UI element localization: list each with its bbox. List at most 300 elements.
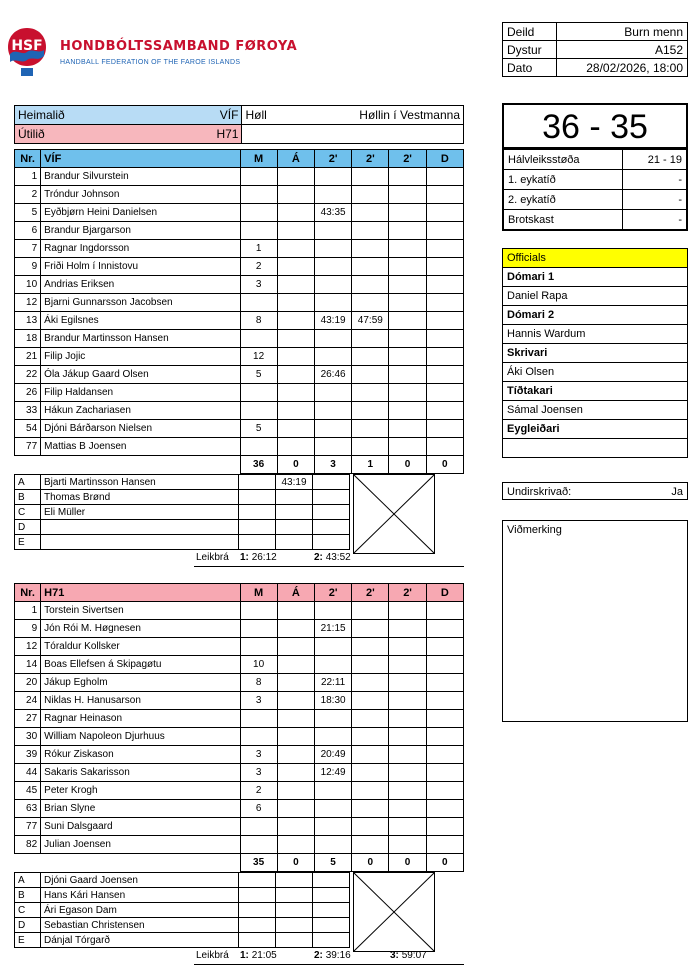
table-row bbox=[15, 836, 464, 854]
player-s1: 43:19 bbox=[314, 312, 351, 330]
official-letter: B bbox=[15, 490, 41, 505]
player-m: 6 bbox=[240, 800, 277, 818]
player-s1 bbox=[314, 782, 351, 800]
player-s1 bbox=[314, 836, 351, 854]
player-s1 bbox=[314, 710, 351, 728]
period-table bbox=[502, 149, 688, 231]
table-row bbox=[15, 710, 464, 728]
player-s1 bbox=[314, 728, 351, 746]
player-s2 bbox=[352, 330, 389, 348]
player-d bbox=[426, 656, 463, 674]
period-label: 2. eykatíð bbox=[503, 190, 622, 210]
period-label: 1. eykatíð bbox=[503, 170, 622, 190]
official-letter: C bbox=[15, 505, 41, 520]
player-a bbox=[277, 276, 314, 294]
player-m bbox=[240, 186, 277, 204]
player-name: Jákup Egholm bbox=[41, 674, 240, 692]
official-letter: E bbox=[15, 933, 41, 948]
official-warning: 43:19 bbox=[276, 475, 313, 490]
player-d bbox=[426, 836, 463, 854]
player-s1 bbox=[314, 240, 351, 258]
player-s2 bbox=[352, 258, 389, 276]
total-a: 0 bbox=[277, 456, 314, 474]
official-suspension bbox=[313, 475, 350, 490]
col-nr: Nr. bbox=[15, 150, 41, 168]
player-number: 1 bbox=[15, 602, 41, 620]
player-number: 5 bbox=[15, 204, 41, 222]
player-name: Ragnar Ingdorsson bbox=[41, 240, 240, 258]
player-number: 2 bbox=[15, 186, 41, 204]
official-name: Bjarti Martinsson Hansen bbox=[41, 475, 239, 490]
timeout-item: 1: 21:05 bbox=[240, 950, 277, 961]
official-name bbox=[41, 535, 239, 550]
player-name: Bjarni Gunnarsson Jacobsen bbox=[41, 294, 240, 312]
player-d bbox=[426, 692, 463, 710]
player-s1 bbox=[314, 330, 351, 348]
official-warning bbox=[276, 918, 313, 933]
player-number: 7 bbox=[15, 240, 41, 258]
player-m bbox=[240, 638, 277, 656]
official-warning bbox=[276, 490, 313, 505]
away-roster bbox=[14, 583, 465, 965]
player-a bbox=[277, 168, 314, 186]
player-name: Brandur Martinsson Hansen bbox=[41, 330, 240, 348]
table-row bbox=[15, 818, 464, 836]
player-name: Filip Haldansen bbox=[41, 384, 240, 402]
period-value: - bbox=[622, 170, 687, 190]
timeout-item: 1: 26:12 bbox=[240, 552, 277, 563]
player-m bbox=[240, 602, 277, 620]
player-d bbox=[426, 312, 463, 330]
player-s2 bbox=[352, 728, 389, 746]
period-value: - bbox=[622, 190, 687, 210]
player-a bbox=[277, 638, 314, 656]
player-a bbox=[277, 330, 314, 348]
player-name: Áki Egilsnes bbox=[41, 312, 240, 330]
col-s2: 2' bbox=[352, 584, 389, 602]
officials-table bbox=[502, 248, 688, 458]
player-m bbox=[240, 204, 277, 222]
hsf-logo bbox=[6, 26, 48, 78]
table-row bbox=[15, 348, 464, 366]
player-d bbox=[426, 420, 463, 438]
totals-row bbox=[15, 854, 464, 872]
player-d bbox=[426, 294, 463, 312]
player-number: 1 bbox=[15, 168, 41, 186]
player-a bbox=[277, 800, 314, 818]
official-suspension bbox=[313, 505, 350, 520]
away-code: H71 bbox=[216, 127, 239, 141]
player-d bbox=[426, 366, 463, 384]
player-s3 bbox=[389, 384, 426, 402]
table-row bbox=[15, 312, 464, 330]
player-m: 3 bbox=[240, 692, 277, 710]
total-s3: 0 bbox=[389, 854, 426, 872]
player-s2 bbox=[352, 656, 389, 674]
player-d bbox=[426, 602, 463, 620]
player-m bbox=[240, 222, 277, 240]
player-s2 bbox=[352, 438, 389, 456]
player-number: 82 bbox=[15, 836, 41, 854]
player-a bbox=[277, 186, 314, 204]
player-number: 30 bbox=[15, 728, 41, 746]
table-row bbox=[15, 438, 464, 456]
player-s3 bbox=[389, 800, 426, 818]
totals-row bbox=[15, 456, 464, 474]
player-s2 bbox=[352, 818, 389, 836]
player-s3 bbox=[389, 204, 426, 222]
timeouts-label: Leikbrá bbox=[196, 552, 229, 563]
player-s1 bbox=[314, 168, 351, 186]
official-role: Dómari 1 bbox=[503, 268, 688, 287]
player-name: Jón Rói M. Høgnesen bbox=[41, 620, 240, 638]
home-team-cell bbox=[15, 106, 242, 125]
player-s3 bbox=[389, 276, 426, 294]
table-row bbox=[15, 258, 464, 276]
player-s3 bbox=[389, 638, 426, 656]
player-s1 bbox=[314, 186, 351, 204]
official-suspension bbox=[313, 490, 350, 505]
player-a bbox=[277, 602, 314, 620]
table-row bbox=[15, 764, 464, 782]
player-d bbox=[426, 348, 463, 366]
player-d bbox=[426, 782, 463, 800]
player-s1: 18:30 bbox=[314, 692, 351, 710]
meta-label: Dato bbox=[503, 59, 557, 77]
official-name: Eli Müller bbox=[41, 505, 239, 520]
crossed-out-area bbox=[353, 872, 435, 952]
col-s3: 2' bbox=[389, 150, 426, 168]
table-row bbox=[15, 366, 464, 384]
player-a bbox=[277, 366, 314, 384]
player-s1 bbox=[314, 656, 351, 674]
player-d bbox=[426, 222, 463, 240]
player-s3 bbox=[389, 258, 426, 276]
player-number: 44 bbox=[15, 764, 41, 782]
table-row bbox=[15, 276, 464, 294]
table-row bbox=[15, 674, 464, 692]
hall-cell bbox=[242, 106, 464, 125]
player-a bbox=[277, 710, 314, 728]
col-s3: 2' bbox=[389, 584, 426, 602]
total-s2: 1 bbox=[352, 456, 389, 474]
player-number: 9 bbox=[15, 258, 41, 276]
player-a bbox=[277, 402, 314, 420]
player-s3 bbox=[389, 348, 426, 366]
col-s1: 2' bbox=[314, 584, 351, 602]
player-s2 bbox=[352, 222, 389, 240]
team-header-table bbox=[14, 105, 464, 144]
player-number: 22 bbox=[15, 366, 41, 384]
official-suspension bbox=[313, 918, 350, 933]
player-s3 bbox=[389, 692, 426, 710]
col-s2: 2' bbox=[352, 150, 389, 168]
table-row bbox=[15, 330, 464, 348]
player-d bbox=[426, 638, 463, 656]
period-value: - bbox=[622, 210, 687, 231]
home-label: Heimalið bbox=[18, 108, 65, 122]
signed-value: Ja bbox=[671, 486, 683, 498]
total-m: 36 bbox=[240, 456, 277, 474]
table-row bbox=[15, 420, 464, 438]
player-m bbox=[240, 620, 277, 638]
official-role: Dómari 2 bbox=[503, 306, 688, 325]
official-name: Sámal Joensen bbox=[503, 401, 688, 420]
player-a bbox=[277, 258, 314, 276]
player-a bbox=[277, 240, 314, 258]
player-s3 bbox=[389, 420, 426, 438]
player-m bbox=[240, 836, 277, 854]
player-s2 bbox=[352, 620, 389, 638]
col-m: M bbox=[240, 150, 277, 168]
timeout-item: 2: 39:16 bbox=[314, 950, 351, 961]
player-m bbox=[240, 818, 277, 836]
player-d bbox=[426, 276, 463, 294]
player-d bbox=[426, 746, 463, 764]
player-number: 77 bbox=[15, 818, 41, 836]
official-role: Skrivari bbox=[503, 344, 688, 363]
player-m: 8 bbox=[240, 312, 277, 330]
official-letter: A bbox=[15, 475, 41, 490]
table-row bbox=[15, 620, 464, 638]
table-row bbox=[15, 638, 464, 656]
total-m: 35 bbox=[240, 854, 277, 872]
official-letter: E bbox=[15, 535, 41, 550]
notes-box bbox=[502, 520, 688, 722]
official-name bbox=[41, 520, 239, 535]
table-row bbox=[15, 240, 464, 258]
player-m: 5 bbox=[240, 366, 277, 384]
away-label: Útilið bbox=[18, 127, 45, 141]
table-row bbox=[15, 186, 464, 204]
official-name: Áki Olsen bbox=[503, 363, 688, 382]
org-subtitle: HANDBALL FEDERATION OF THE FAROE ISLANDS bbox=[60, 59, 241, 66]
player-s1: 26:46 bbox=[314, 366, 351, 384]
match-meta-table bbox=[502, 22, 688, 77]
player-s2 bbox=[352, 782, 389, 800]
player-s3 bbox=[389, 818, 426, 836]
table-row bbox=[15, 204, 464, 222]
official-name: Hannis Wardum bbox=[503, 325, 688, 344]
total-s3: 0 bbox=[389, 456, 426, 474]
official-suspension bbox=[313, 903, 350, 918]
player-m: 12 bbox=[240, 348, 277, 366]
player-d bbox=[426, 186, 463, 204]
player-s3 bbox=[389, 728, 426, 746]
meta-value: 28/02/2026, 18:00 bbox=[557, 59, 688, 77]
player-m: 8 bbox=[240, 674, 277, 692]
official-name: Ári Egason Dam bbox=[41, 903, 239, 918]
player-a bbox=[277, 620, 314, 638]
total-a: 0 bbox=[277, 854, 314, 872]
official-name: Djóni Gaard Joensen bbox=[41, 873, 239, 888]
player-s3 bbox=[389, 836, 426, 854]
table-row bbox=[15, 294, 464, 312]
table-row bbox=[15, 746, 464, 764]
final-score: 36 - 35 bbox=[502, 103, 688, 149]
player-s2 bbox=[352, 402, 389, 420]
timeout-item: 2: 43:52 bbox=[314, 552, 351, 563]
player-name: Brian Slyne bbox=[41, 800, 240, 818]
player-s3 bbox=[389, 620, 426, 638]
total-s1: 5 bbox=[314, 854, 351, 872]
table-row bbox=[15, 782, 464, 800]
player-a bbox=[277, 204, 314, 222]
player-d bbox=[426, 620, 463, 638]
player-s3 bbox=[389, 438, 426, 456]
player-name: Brandur Bjargarson bbox=[41, 222, 240, 240]
player-s2 bbox=[352, 294, 389, 312]
player-m bbox=[240, 402, 277, 420]
player-d bbox=[426, 402, 463, 420]
official-name: Hans Kári Hansen bbox=[41, 888, 239, 903]
table-row bbox=[15, 402, 464, 420]
player-s1 bbox=[314, 638, 351, 656]
player-name: Peter Krogh bbox=[41, 782, 240, 800]
player-name: Friði Holm í Innistovu bbox=[41, 258, 240, 276]
player-d bbox=[426, 800, 463, 818]
player-s2 bbox=[352, 348, 389, 366]
col-m: M bbox=[240, 584, 277, 602]
official-letter: D bbox=[15, 520, 41, 535]
player-a bbox=[277, 746, 314, 764]
col-d: D bbox=[426, 584, 463, 602]
signed-label: Undirskrivað: bbox=[507, 486, 572, 498]
player-s1 bbox=[314, 294, 351, 312]
player-s1 bbox=[314, 402, 351, 420]
player-number: 14 bbox=[15, 656, 41, 674]
player-number: 26 bbox=[15, 384, 41, 402]
hall-value: Høllin í Vestmanna bbox=[359, 108, 460, 122]
player-number: 24 bbox=[15, 692, 41, 710]
empty-cell bbox=[242, 125, 464, 144]
player-s1: 43:35 bbox=[314, 204, 351, 222]
hall-label: Høll bbox=[245, 108, 267, 122]
away-team-cell bbox=[15, 125, 242, 144]
official-suspension bbox=[313, 873, 350, 888]
player-a bbox=[277, 656, 314, 674]
player-name: Andrias Eriksen bbox=[41, 276, 240, 294]
player-s1 bbox=[314, 258, 351, 276]
player-s2 bbox=[352, 204, 389, 222]
col-d: D bbox=[426, 150, 463, 168]
player-s2 bbox=[352, 638, 389, 656]
player-a bbox=[277, 764, 314, 782]
official-warning bbox=[276, 888, 313, 903]
player-s2 bbox=[352, 710, 389, 728]
player-s1 bbox=[314, 800, 351, 818]
player-s2 bbox=[352, 674, 389, 692]
player-a bbox=[277, 818, 314, 836]
table-row bbox=[15, 656, 464, 674]
home-roster bbox=[14, 149, 465, 567]
player-number: 39 bbox=[15, 746, 41, 764]
player-name: Filip Jojic bbox=[41, 348, 240, 366]
roster-table bbox=[14, 583, 464, 872]
player-m: 1 bbox=[240, 240, 277, 258]
player-s2 bbox=[352, 746, 389, 764]
player-d bbox=[426, 710, 463, 728]
official-name: Dánjal Tórgarð bbox=[41, 933, 239, 948]
col-team: H71 bbox=[41, 584, 240, 602]
player-a bbox=[277, 438, 314, 456]
table-row bbox=[15, 222, 464, 240]
player-number: 21 bbox=[15, 348, 41, 366]
player-s3 bbox=[389, 186, 426, 204]
player-a bbox=[277, 692, 314, 710]
officials-header: Officials bbox=[503, 249, 688, 268]
player-d bbox=[426, 258, 463, 276]
official-warning bbox=[276, 535, 313, 550]
player-m: 3 bbox=[240, 764, 277, 782]
meta-value: A152 bbox=[557, 41, 688, 59]
player-number: 18 bbox=[15, 330, 41, 348]
player-name: Julian Joensen bbox=[41, 836, 240, 854]
player-s3 bbox=[389, 402, 426, 420]
player-m: 3 bbox=[240, 746, 277, 764]
player-s3 bbox=[389, 330, 426, 348]
player-s3 bbox=[389, 764, 426, 782]
player-name: Torstein Sivertsen bbox=[41, 602, 240, 620]
official-letter: C bbox=[15, 903, 41, 918]
official-suspension bbox=[313, 520, 350, 535]
player-s1: 22:11 bbox=[314, 674, 351, 692]
player-number: 77 bbox=[15, 438, 41, 456]
player-name: Rókur Ziskason bbox=[41, 746, 240, 764]
player-number: 13 bbox=[15, 312, 41, 330]
player-name: William Napoleon Djurhuus bbox=[41, 728, 240, 746]
official-role: Eygleiðari bbox=[503, 420, 688, 439]
player-s2 bbox=[352, 602, 389, 620]
player-name: Brandur Silvurstein bbox=[41, 168, 240, 186]
player-a bbox=[277, 728, 314, 746]
player-name: Djóni Bárðarson Nielsen bbox=[41, 420, 240, 438]
player-s1 bbox=[314, 276, 351, 294]
player-s1 bbox=[314, 420, 351, 438]
player-s2 bbox=[352, 366, 389, 384]
table-row bbox=[15, 692, 464, 710]
timeouts-row bbox=[194, 948, 464, 965]
player-d bbox=[426, 330, 463, 348]
player-s3 bbox=[389, 240, 426, 258]
period-value: 21 - 19 bbox=[622, 150, 687, 170]
player-s2 bbox=[352, 384, 389, 402]
official-warning bbox=[276, 520, 313, 535]
player-number: 10 bbox=[15, 276, 41, 294]
player-number: 45 bbox=[15, 782, 41, 800]
player-name: Mattias B Joensen bbox=[41, 438, 240, 456]
player-a bbox=[277, 674, 314, 692]
table-row bbox=[15, 728, 464, 746]
total-d: 0 bbox=[426, 456, 463, 474]
col-s1: 2' bbox=[314, 150, 351, 168]
player-name: Tróndur Johnson bbox=[41, 186, 240, 204]
official-name: Daniel Rapa bbox=[503, 287, 688, 306]
table-row bbox=[15, 800, 464, 818]
total-s1: 3 bbox=[314, 456, 351, 474]
col-a: Á bbox=[277, 150, 314, 168]
official-suspension bbox=[313, 888, 350, 903]
player-m bbox=[240, 384, 277, 402]
player-name: Suni Dalsgaard bbox=[41, 818, 240, 836]
player-m bbox=[240, 168, 277, 186]
player-s3 bbox=[389, 782, 426, 800]
player-a bbox=[277, 782, 314, 800]
player-m bbox=[240, 438, 277, 456]
player-a bbox=[277, 348, 314, 366]
player-s1 bbox=[314, 818, 351, 836]
player-s2 bbox=[352, 276, 389, 294]
